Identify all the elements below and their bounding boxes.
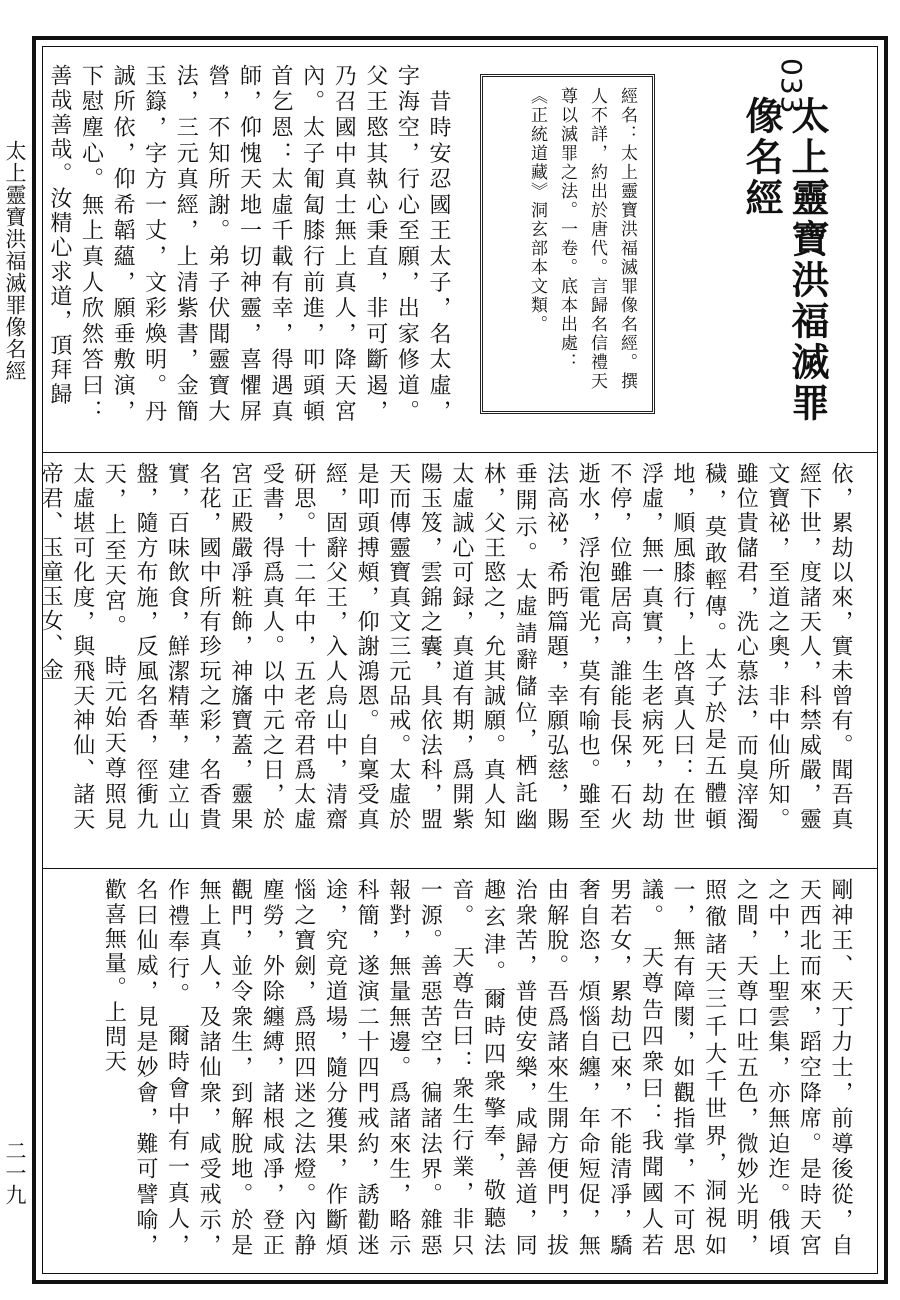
info-box-text: 經名：太上靈寶洪福滅罪像名經。撰人不詳，約出於唐代。言歸名信禮天尊以滅罪之法。一卷。底本出處：《正統道藏》洞玄部本文類。 <box>527 87 637 391</box>
info-box <box>480 74 655 414</box>
page-number: 二一九 <box>3 1140 27 1206</box>
band-divider-2 <box>42 868 878 869</box>
text-band-bottom: 剛神王、天丁力士，前導後從，自天西北而來，蹈空降席。是時天宮之中，上聖雲集，亦無迫迮。俄頃之間，天尊口吐五色，微妙光明，照徹諸天三千大千世界，洞視如一，無有障閡，如觀指掌，不可思議。 天尊告四衆曰：我聞國人若男若女，累劫已來，不能清凈，驕奢自恣，煩惱自纏，年命短促，無由解脫。吾爲諸來生開方便門，拔治衆苦，普使安樂，咸歸善道，同趣玄津。爾時四衆擎奉，敬聽法音。 天尊告曰：衆生行業，非只一源。善惡苦空，徧諸法界。雜惡報對，無量無邊。爲諸來生，略示科簡，遂演二十四門戒約，誘勸迷途，究竟道場，隨分獲果，作斷煩惱之寶劍，爲照四迷之法燈。內静塵勞，外除纏縛，諸根咸凈，登正觀門，並令衆生，到解脫地。於是無上真人，及諸仙衆，咸受戒示，作禮奉行。 爾時會中有一真人，名曰仙威，見是妙會，難可譬喻，歡喜無量。上問天 <box>101 878 853 1258</box>
running-title: 太上靈寶洪福滅罪像名經 <box>3 140 27 382</box>
sutra-title: 太上靈寶洪福滅罪像名經 <box>739 96 829 424</box>
band-divider-1 <box>42 452 878 453</box>
sutra-number: 033 <box>775 58 808 115</box>
text-band-middle: 依，累劫以來，實未曾有。聞吾真經下世，度諸天人，科禁威嚴，靈文寶祕，至道之奧，非中仙所知。雖位貴儲君，洗心慕法，而臭滓濁穢，莫敢輕傳。太子於是五體頓地，順風膝行，上啓真人曰：在世浮虛，無一真實，生老病死，劫劫不停，位雖居高，誰能長保，石火逝水，浮泡電光，莫有喻也。雖至法高祕，希眄篇題，幸願弘慈，賜垂開示。太虛請辭儲位，栖託幽林，父王愍之，允其誠願。真人知太虛誠心可録，真道有期，爲開紫陽玉笈，雲錦之囊，具依法科，盟天而傳靈寶真文三元品戒。太虛於是叩頭搏頰，仰謝鴻恩。自稟受真經，固辭父王，入人烏山中，清齋研思。十二年中，五老帝君爲太虛受書，得爲真人。以中元之日，於宮正殿嚴凈粧飾，神旛寶蓋，靈果名花，國中所有珍玩之彩，名香貴實，百味飲食，鮮潔精華，建立山盤，隨方布施，反風名香，徑衝九天，上至天宮。 時元始天尊照見太虛堪可化度，與飛天神仙、諸天帝君、玉童玉女、金 <box>38 462 853 832</box>
text-band-top: 昔時安忍國王太子，名太虛，字海空，行心至願，出家修道。父王愍其執心秉直，非可斷遏，乃召國中真士無上真人，降天宮內。太子匍匐膝行前進，叩頭頓首乞恩：太虛千載有幸，得遇真師，仰愧天地一切神靈，喜懼屏營，不知所謝。弟子伏聞靈寶大法，三元真經，上清紫書，金簡玉籙，字方一丈，文彩煥明。丹誠所依，仰希韜蘊，願垂敷演，下慰塵心。無上真人欣然答曰：善哉善哉。汝精心求道，頂拜歸 <box>46 64 451 424</box>
